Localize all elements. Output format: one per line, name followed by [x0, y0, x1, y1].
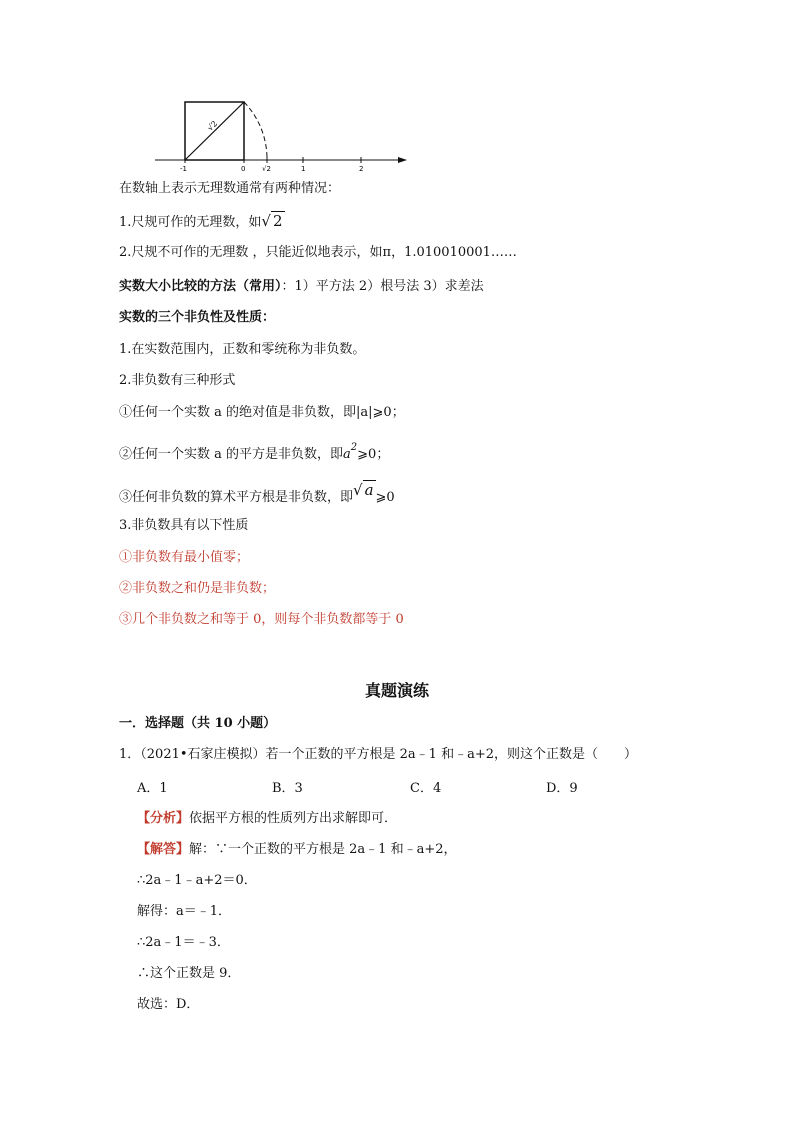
tick-label: √2	[262, 165, 271, 173]
analysis-text: 依据平方根的性质列方出求解即可．	[189, 811, 398, 826]
solution	[137, 841, 457, 859]
intro-text: 在数轴上表示无理数通常有两种情况：	[119, 181, 341, 196]
prop-1: ①非负数有最小值零；	[119, 550, 250, 565]
solution-step-3: ∴2a﹣1＝﹣3．	[137, 935, 230, 950]
form-3-suffix: ⩾0	[375, 490, 395, 505]
compare-line	[119, 278, 484, 296]
form-3-text: ③任何非负数的算术平方根是非负数，即	[119, 490, 354, 505]
solution-text: 解：∵一个正数的平方根是 2a﹣1 和﹣a+2，	[189, 842, 457, 857]
compare-methods: ：1）平方法 2）根号法 3）求差法	[281, 279, 484, 294]
compass-arc	[244, 102, 267, 160]
sqrt-symbol: √ 2	[261, 212, 283, 230]
tick-label: 0	[241, 165, 246, 173]
axis-arrow	[398, 157, 407, 163]
tick-label: 1	[301, 165, 306, 173]
solution-step-2: 解得：a＝﹣1．	[137, 904, 232, 919]
prop-2: ②非负数之和仍是非负数；	[119, 581, 276, 596]
form-2	[119, 442, 390, 465]
part-title: 一．选择题（共 10 小题）	[119, 716, 277, 731]
case-1-text: 1.尺规可作的无理数，如	[119, 215, 262, 230]
form-3	[119, 481, 395, 507]
diagonal-label: √2	[205, 119, 220, 133]
form-3-radicand: a	[364, 481, 374, 499]
option-b: B．3	[272, 781, 303, 796]
tick-label: 2	[359, 165, 364, 173]
nonneg-title: 实数的三个非负性及性质：	[119, 310, 276, 325]
form-2-var: a	[343, 447, 351, 462]
solution-step-1: ∴2a﹣1﹣a+2＝0．	[137, 873, 257, 888]
nonneg-3: 3.非负数具有以下性质	[119, 518, 249, 533]
analysis-tag: 【分析】	[137, 811, 190, 826]
tick-label: -1	[180, 165, 187, 173]
question-1: 1．（2021•石家庄模拟）若一个正数的平方根是 2a﹣1 和﹣a+2，则这个正数是（ ）	[119, 747, 637, 762]
case-2: 2.尺规不可作的无理数 ，只能近似地表示，如π，1.010010001……	[119, 245, 517, 260]
square-diagonal	[185, 102, 244, 160]
form-1: ①任何一个实数 a 的绝对值是非负数，即|a|⩾0；	[119, 405, 405, 420]
sqrt-symbol: √ a	[353, 481, 374, 499]
nonneg-1: 1.在实数范围内，正数和零统称为非负数。	[119, 342, 366, 357]
compare-title: 实数大小比较的方法（常用）	[119, 279, 282, 294]
number-line-figure	[150, 95, 420, 180]
option-d: D．9	[546, 781, 578, 796]
form-2-exp: 2	[350, 442, 358, 453]
solution-step-5: 故选：D．	[137, 997, 200, 1012]
solution-step-4: ∴这个正数是 9．	[137, 966, 241, 981]
form-2-suffix: ⩾0；	[357, 447, 390, 462]
form-2-text: ②任何一个实数 a 的平方是非负数，即	[119, 447, 344, 462]
solution-tag: 【解答】	[137, 842, 190, 857]
radicand: 2	[272, 212, 283, 230]
option-c: C．4	[410, 781, 442, 796]
prop-3: ③几个非负数之和等于 0，则每个非负数都等于 0	[119, 612, 404, 627]
analysis	[137, 810, 397, 828]
section-title: 真题演练	[364, 681, 429, 700]
nonneg-2: 2.非负数有三种形式	[119, 373, 236, 388]
case-1	[119, 212, 285, 232]
option-a: A．1	[137, 781, 168, 796]
